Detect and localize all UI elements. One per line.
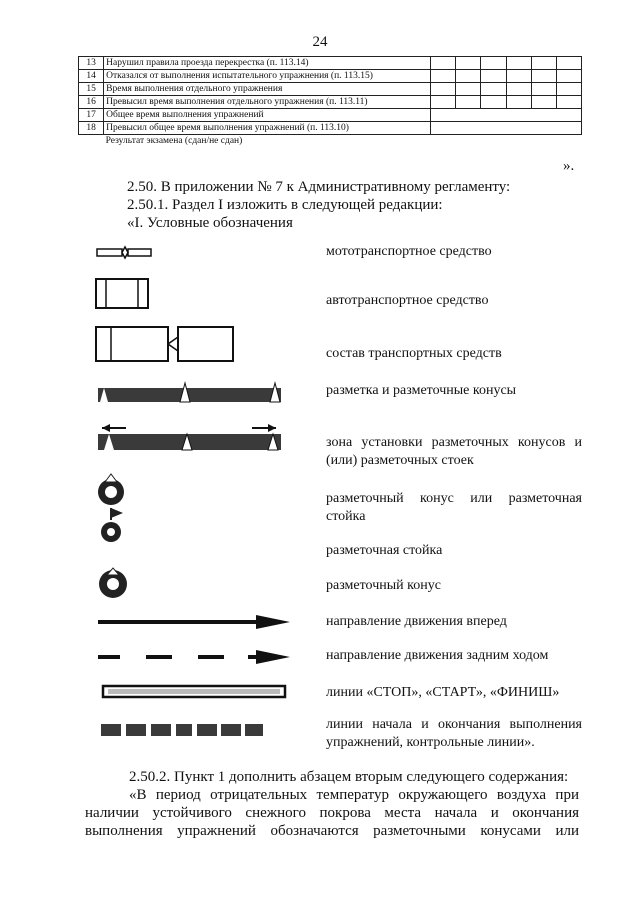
legend-post: разметочная стойка [326, 543, 443, 558]
legend-cone: разметочный конус [326, 578, 441, 593]
car-symbol [95, 277, 151, 311]
row-text: Превысил общее время выполнения упражнений (п. 113.10) [104, 122, 431, 135]
paragraph-line2: «В период отрицательных температур окружающего воздуха при [129, 787, 579, 803]
score-cell [431, 83, 456, 96]
result-label: Результат экзамена (сдан/не сдан) [105, 135, 243, 146]
score-cell [456, 57, 481, 70]
score-cell [431, 57, 456, 70]
table-row [79, 122, 582, 135]
vehicle-combination-symbol [95, 325, 237, 365]
legend-vehicle-combination: состав транспортных средств [326, 346, 502, 361]
score-cell [531, 57, 556, 70]
table-row [79, 70, 582, 83]
cone-symbol [95, 565, 131, 601]
control-lines-symbol [99, 722, 269, 738]
row-number: 15 [79, 83, 104, 96]
score-cell [431, 96, 456, 109]
score-cell [506, 83, 531, 96]
score-cell [456, 83, 481, 96]
forward-arrow-symbol [96, 612, 292, 632]
score-cell [506, 70, 531, 83]
legend-cone-or-post-line1: разметочный конус или разметочная [326, 491, 582, 506]
table-closing-quote: ». [563, 158, 575, 174]
score-cell [506, 57, 531, 70]
table-row [79, 83, 582, 96]
score-cell [531, 96, 556, 109]
cone-or-post-symbol [93, 472, 129, 548]
score-cell [481, 57, 506, 70]
section-heading-1: 2.50. В приложении № 7 к Административному регламенту: [127, 179, 511, 195]
table-row [79, 96, 582, 109]
legend-control-lines-line1: линии начала и окончания выполнения [326, 717, 582, 732]
table-row [79, 57, 582, 70]
legend-stop-lines: линии «СТОП», «СТАРТ», «ФИНИШ» [326, 685, 560, 700]
score-cell [531, 70, 556, 83]
score-cell [431, 109, 582, 122]
exam-results-table [78, 56, 582, 147]
stop-start-finish-lines-symbol [102, 684, 288, 700]
legend-car: автотранспортное средство [326, 293, 489, 308]
score-cell [481, 70, 506, 83]
row-number: 13 [79, 57, 104, 70]
score-cell [456, 96, 481, 109]
score-cell [531, 83, 556, 96]
table-row-result [79, 135, 582, 148]
reverse-arrow-symbol [96, 647, 292, 667]
section-heading-3: «I. Условные обозначения [127, 215, 293, 231]
score-cell [556, 70, 581, 83]
score-cell [556, 57, 581, 70]
score-cell [506, 96, 531, 109]
section-heading-2: 2.50.1. Раздел I изложить в следующей редакции: [127, 197, 443, 213]
legend-reverse: направление движения задним ходом [326, 648, 549, 663]
score-cell [481, 83, 506, 96]
row-text: Отказался от выполнения испытательного упражнения (п. 113.15) [104, 70, 431, 83]
row-number: 16 [79, 96, 104, 109]
cone-zone-symbol [96, 422, 284, 456]
score-cell [481, 96, 506, 109]
legend-control-lines-line2: упражнений, контрольные линии». [326, 735, 535, 750]
row-text: Время выполнения отдельного упражнения [104, 83, 431, 96]
legend-forward: направление движения вперед [326, 614, 507, 629]
paragraph-line4: выполнения упражнений обозначаются разметочными конусами или [85, 823, 579, 839]
page-number: 24 [312, 34, 328, 50]
legend-cones-line: разметка и разметочные конусы [326, 383, 517, 398]
cones-line-symbol [96, 380, 284, 406]
row-text: Общее время выполнения упражнений [104, 109, 431, 122]
score-cell [556, 83, 581, 96]
score-cell [431, 122, 582, 135]
motorcycle-symbol [95, 244, 155, 264]
score-cell [431, 70, 456, 83]
row-number: 18 [79, 122, 104, 135]
row-number: 14 [79, 70, 104, 83]
paragraph-line1: 2.50.2. Пункт 1 дополнить абзацем вторым следующего содержания: [129, 769, 569, 785]
score-cell [556, 96, 581, 109]
score-cell [456, 70, 481, 83]
legend-cone-or-post-line2: стойка [326, 509, 366, 524]
paragraph-line3: наличии устойчивого снежного покрова места начала и окончания [85, 805, 579, 821]
row-text: Нарушил правила проезда перекрестка (п. 113.14) [104, 57, 431, 70]
legend-cone-zone-line1: зона установки разметочных конусов и [326, 435, 582, 450]
row-number: 17 [79, 109, 104, 122]
table-row [79, 109, 582, 122]
row-text: Превысил время выполнения отдельного упражнения (п. 113.11) [104, 96, 431, 109]
legend-motorcycle: мототранспортное средство [326, 244, 492, 259]
legend-cone-zone-line2: (или) разметочных стоек [326, 453, 474, 468]
